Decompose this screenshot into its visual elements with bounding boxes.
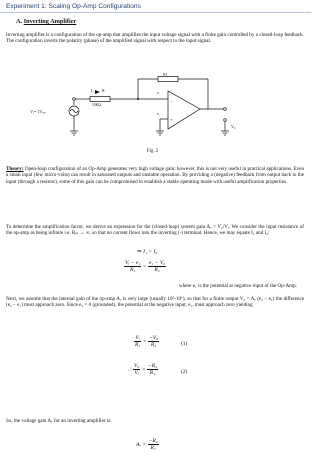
fraction-right: $\frac{\text{e₁ − V₀}}{\text{R₂}}$ bbox=[148, 260, 166, 273]
conclusion-text: So, the voltage gain Aᵥ for an inverting amplifier is: bbox=[6, 418, 112, 424]
section-letter: A. bbox=[16, 18, 23, 25]
current-equation: ⇒ I₁ = I₂ bbox=[137, 249, 158, 255]
inverting-amplifier-circuit bbox=[30, 73, 270, 149]
derivation-paragraph: To determine the amplification factor, we derive an expression for the (closed-loop) system gain Aᵥ = V₀/Vᵢ. We consider the input resistance of the op-amp as being infinite i.e. Rᵢₙ → ∞, so that no current flows into the inverting (-) terminal. Hence, we may equate I₁ and I₂: bbox=[6, 224, 304, 237]
e1-label: e₁ bbox=[157, 91, 160, 95]
section-title: Inverting Amplifier bbox=[23, 18, 77, 25]
fraction-left: $\frac{\text{Vᵢ − e₁}}{\text{R₁}}$ bbox=[125, 260, 141, 273]
equation-current-balance: $\frac{\text{Vᵢ − e₁}}{\text{R₁}}$ = $\frac{\text{e₁ − V₀}}{\text{R₂}}$ bbox=[125, 260, 166, 273]
i1-label: I₁ bbox=[91, 88, 94, 93]
section-heading bbox=[16, 18, 76, 25]
assumption-paragraph: Next, we assume that the internal gain of the op-amp Aₒ is very large (usually 10⁵-10⁶), so that for a finite output V₀ = Aₒ (e₂ − e₁) the difference (e₂ − e₁) must approach zero. Since e₂ = 0 (grounded), the potential at the negative input, e₁, must approach zero yielding bbox=[6, 296, 304, 309]
gain-equation: Aᵥ = $\frac{\text{−R₂}}{\text{R₁}}$ bbox=[136, 438, 158, 451]
e2-label: e₂ bbox=[157, 112, 160, 116]
rf-label: Rf bbox=[163, 73, 167, 77]
vout-label: V₀ bbox=[231, 124, 236, 129]
equation-1-number: (1) bbox=[181, 341, 188, 347]
svg-text:+: + bbox=[170, 117, 173, 122]
r1-label: R bbox=[102, 88, 105, 93]
svg-text:−: − bbox=[170, 99, 173, 104]
figure-caption: Fig. 2 bbox=[147, 149, 159, 154]
theory-paragraph bbox=[6, 166, 304, 185]
equation-2-number: (2) bbox=[181, 369, 188, 375]
vin-label: Vᵢ= 1Vₚₚ bbox=[30, 109, 46, 114]
intro-paragraph: Inverting amplifier is a configuration of the op-amp that amplifies the input voltage signal with a finite gain controlled by a closed-loop feedback. The configuration inverts the polarity (phase) of the amplified signal with respect to the input signal. bbox=[6, 32, 304, 45]
r1-value: 10KΩ bbox=[92, 103, 101, 107]
equation-1: $\frac{\text{Vᵢ}}{\text{R₁}}$ = $\frac{\text{−V₀}}{\text{R₂}}$ bbox=[135, 335, 159, 348]
theory-text: Open-loop configuration of an Op-Amp generates very high voltage gain; however, this is not very useful in practical applications. Even a small input (few micro-volts) can result in saturated outputs and unstable operation. By providing a (negative) feedback from output back to the input (through a resistor), some of this gain can be compromised to establish a stable operating mode with useful amplification properties. bbox=[6, 166, 304, 185]
where-note: where e₁ is the potential at negative input of the Op-Amp. bbox=[179, 283, 297, 289]
equation-2: ∴ $\frac{\text{V₀}}{\text{Vᵢ}}$ = $\frac{\text{−R₂}}{\text{R₁}}$ bbox=[128, 363, 158, 376]
document-header: Experiment 1: Scaling Op-Amp Configurations bbox=[0, 0, 311, 13]
theory-heading: Theory: bbox=[6, 166, 24, 172]
